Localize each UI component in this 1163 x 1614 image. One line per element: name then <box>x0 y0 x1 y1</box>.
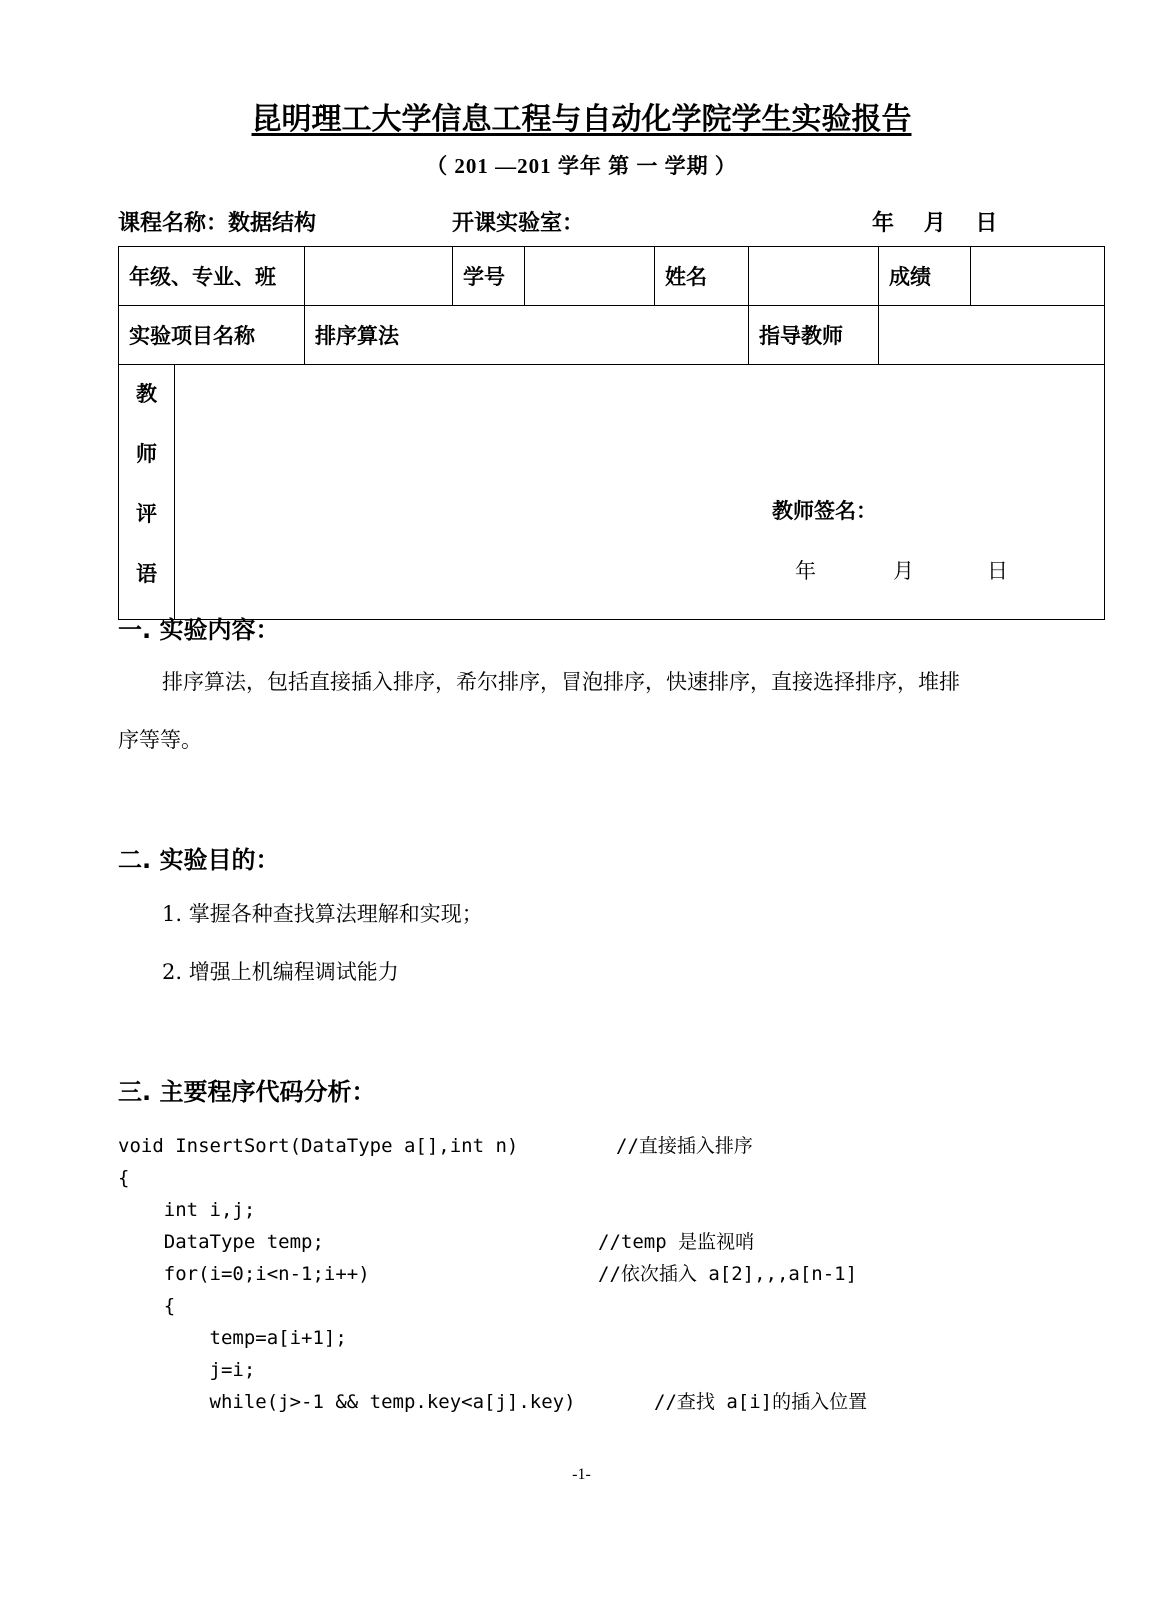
content-paragraph-line: 序等等。 <box>118 728 202 752</box>
score-field[interactable] <box>971 247 1105 306</box>
code-text: { <box>118 1167 130 1189</box>
report-date <box>872 206 1019 237</box>
code-line <box>118 1386 868 1418</box>
code-line <box>118 1290 175 1322</box>
code-text: j=i; <box>118 1359 256 1381</box>
score-label: 成绩 <box>879 247 971 306</box>
name-field[interactable] <box>749 247 879 306</box>
lab-room: 开课实验室： <box>452 211 585 236</box>
code-comment: //temp 是监视哨 <box>598 1231 755 1253</box>
purpose-item: 2. 增强上机编程调试能力 <box>162 960 399 984</box>
purpose-item: 1. 掌握各种查找算法理解和实现； <box>162 902 483 926</box>
code-text: { <box>118 1295 176 1317</box>
code-line <box>118 1226 755 1258</box>
name-label: 姓名 <box>655 247 749 306</box>
date-month-label: 月 <box>923 211 946 236</box>
grade-major-class-label: 年级、专业、班 <box>119 247 305 306</box>
content-paragraph-line: 排序算法，包括直接插入排序，希尔排序，冒泡排序，快速排序，直接选择排序，堆排 <box>162 670 960 694</box>
code-comment: //依次插入 a[2],,,a[n-1] <box>598 1263 858 1285</box>
code-text: void InsertSort(DataType a[],int n) <box>118 1135 519 1157</box>
comment-label-char: 师 <box>136 442 157 466</box>
code-comment: //直接插入排序 <box>616 1135 753 1157</box>
project-name-label: 实验项目名称 <box>119 306 305 365</box>
signature-year-label: 年 <box>795 559 816 583</box>
date-year-label: 年 <box>872 211 895 236</box>
section-analysis-heading: 三. 主要程序代码分析： <box>118 1078 376 1106</box>
code-text: int i,j; <box>118 1199 256 1221</box>
code-line <box>118 1130 753 1162</box>
teacher-signature-label: 教师签名： <box>772 499 877 523</box>
date-day-label: 日 <box>975 211 998 236</box>
code-comment: //查找 a[i]的插入位置 <box>654 1391 868 1413</box>
student-id-label: 学号 <box>453 247 525 306</box>
code-line <box>118 1354 255 1386</box>
code-text: temp=a[i+1]; <box>118 1327 347 1349</box>
instructor-field[interactable] <box>879 306 1105 365</box>
student-id-field[interactable] <box>525 247 655 306</box>
code-line <box>118 1194 255 1226</box>
page-number: -1- <box>572 1466 591 1483</box>
report-form-table <box>118 246 1105 620</box>
instructor-label: 指导教师 <box>749 306 879 365</box>
section-purpose-heading: 二. 实验目的： <box>118 846 280 874</box>
comment-label-char: 语 <box>136 562 157 586</box>
signature-day-label: 日 <box>987 559 1008 583</box>
report-title: 昆明理工大学信息工程与自动化学院学生实验报告 <box>251 102 912 137</box>
academic-term: （ 201 —201 学年 第 一 学期 ） <box>426 154 737 178</box>
signature-month-label: 月 <box>893 559 914 583</box>
teacher-comment-field[interactable] <box>175 365 1105 620</box>
teacher-comment-label <box>119 365 175 620</box>
comment-label-char: 教 <box>136 382 157 406</box>
code-text: while(j>-1 && temp.key<a[j].key) <box>118 1391 576 1413</box>
code-text: for(i=0;i<n-1;i++) <box>118 1263 370 1285</box>
code-line <box>118 1322 347 1354</box>
grade-major-class-field[interactable] <box>305 247 453 306</box>
comment-label-char: 评 <box>136 502 157 526</box>
course-name: 课程名称：数据结构 <box>118 211 317 236</box>
code-text: DataType temp; <box>118 1231 324 1253</box>
code-line <box>118 1162 129 1194</box>
code-line <box>118 1258 858 1290</box>
code-listing <box>118 1130 1078 1413</box>
section-content-heading: 一. 实验内容： <box>118 616 280 644</box>
project-name-field[interactable]: 排序算法 <box>305 306 749 365</box>
